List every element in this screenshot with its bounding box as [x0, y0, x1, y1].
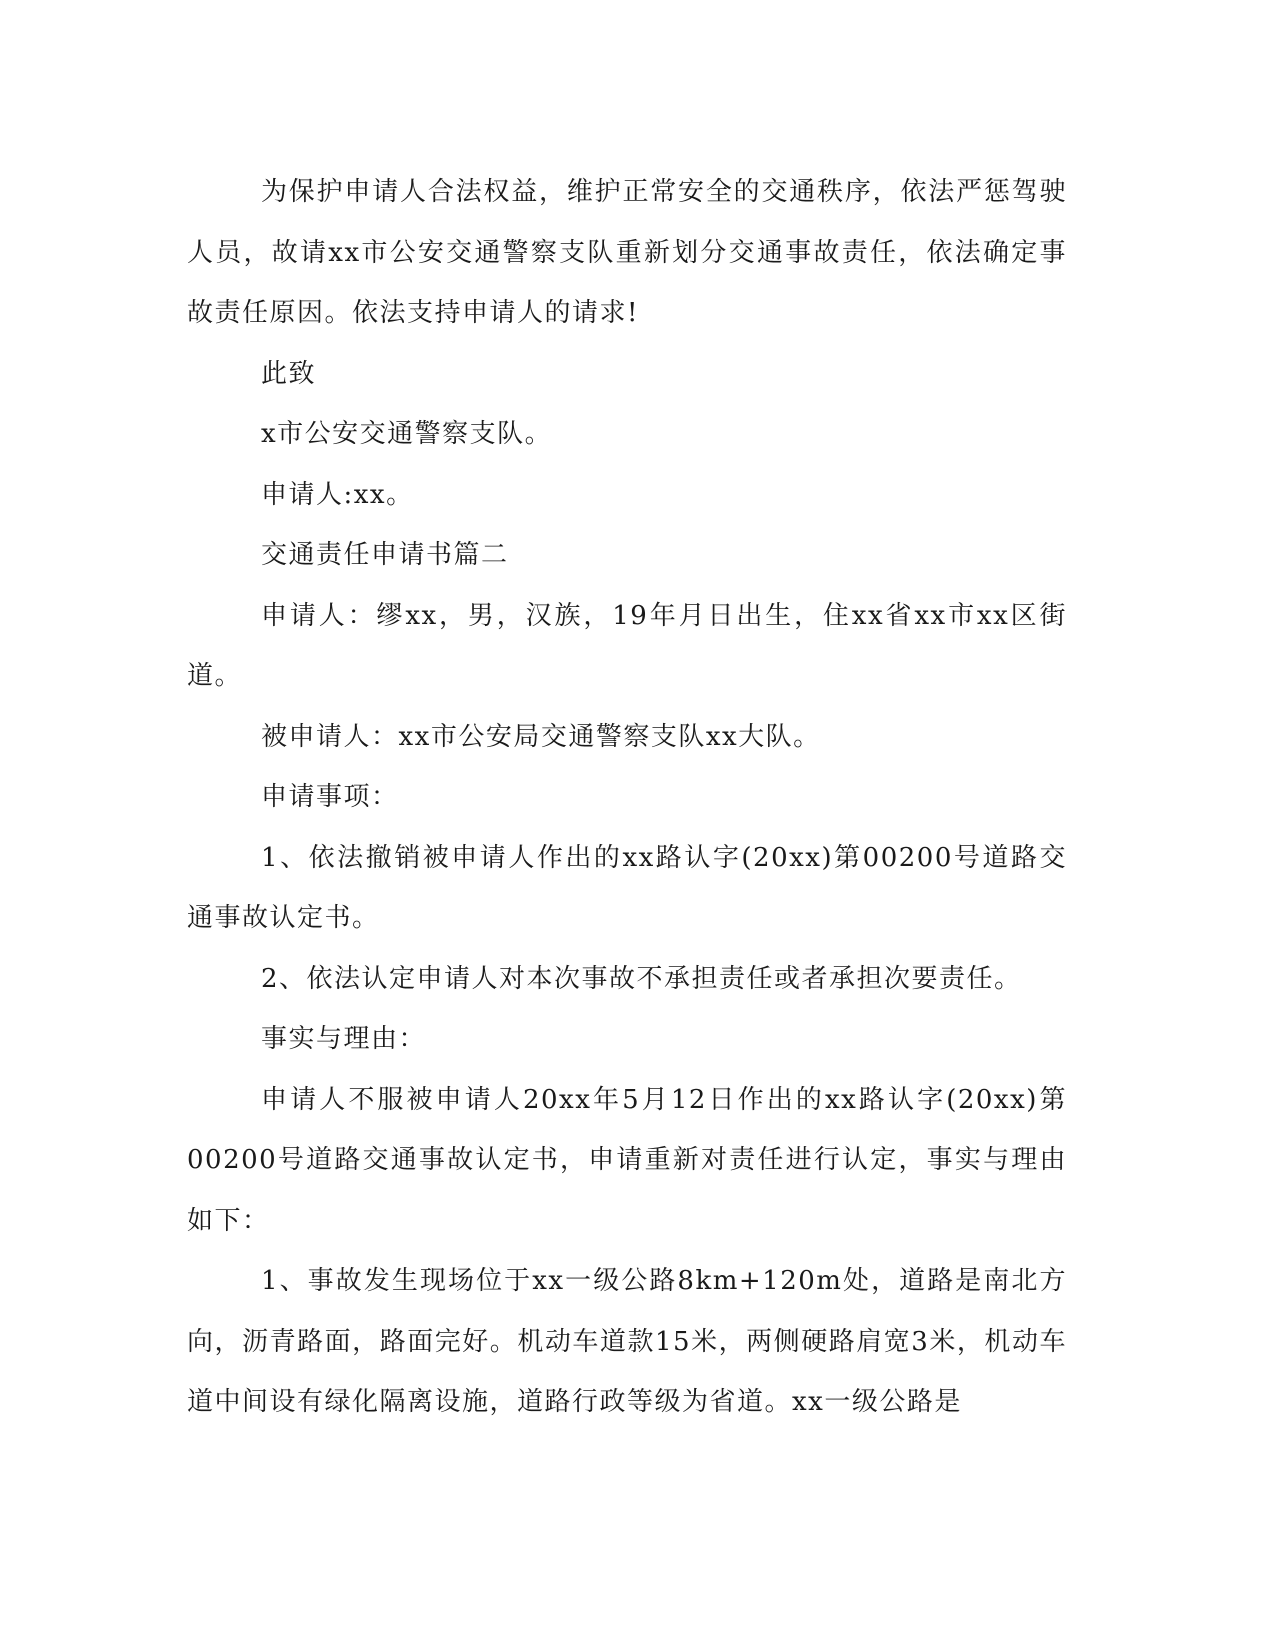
- heading-facts-and-reasons: 事实与理由：: [261, 1024, 427, 1054]
- request-item-2: 2、依法认定申请人对本次事故不承担责任或者承担次要责任。: [261, 963, 1022, 994]
- document-body: [187, 162, 1067, 1433]
- request-item-1: 1、依法撤销被申请人作出的xx路认字(20xx)第00200号道路交通事故认定书。: [187, 842, 1067, 933]
- paragraph-request-reason: 为保护申请人合法权益，维护正常安全的交通秩序，依法严惩驾驶人员，故请xx市公安交通警察支队重新划分交通事故责任，依法确定事故责任原因。依法支持申请人的请求!: [187, 177, 1067, 328]
- paragraph-respondent: 被申请人：xx市公安局交通警察支队xx大队。: [261, 721, 821, 752]
- paragraph-salutation: 此致: [261, 358, 317, 389]
- paragraph-applicant-signature: 申请人:xx。: [261, 479, 414, 510]
- paragraph-facts-intro: 申请人不服被申请人20xx年5月12日作出的xx路认字(20xx)第00200号道路交通事故认定书，申请重新对责任进行认定，事实与理由如下：: [187, 1084, 1067, 1236]
- heading-request-items: 申请事项：: [261, 782, 399, 812]
- section-title: 交通责任申请书篇二: [261, 540, 509, 570]
- paragraph-applicant: 申请人：缪xx，男，汉族，19年月日出生，住xx省xx市xx区街道。: [187, 600, 1067, 691]
- paragraph-fact-1: 1、事故发生现场位于xx一级公路8km+120m处，道路是南北方向，沥青路面，路面完好。机动车道款15米，两侧硬路肩宽3米，机动车道中间设有绿化隔离设施，道路行政等级为省道。xx一级公路是: [187, 1266, 1067, 1417]
- paragraph-recipient: x市公安交通警察支队。: [261, 419, 553, 449]
